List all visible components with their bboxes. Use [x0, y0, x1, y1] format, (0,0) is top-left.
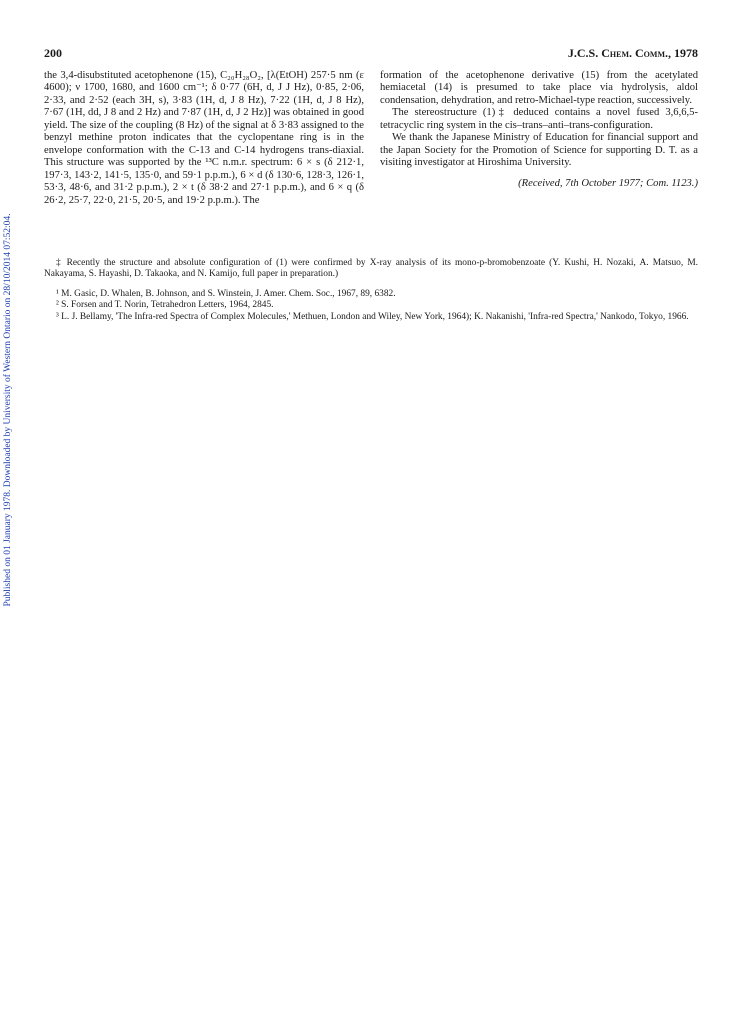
received-line: (Received, 7th October 1977; Com. 1123.) [518, 177, 698, 189]
left-column-paragraph: the 3,4-disubstituted acetophenone (15), C₂₀H₂₈O₂, [λ(EtOH) 257·5 nm (ε 4600); ν 1700, 1680, and 1600 cm⁻¹; δ 0·77 (6H, d, J J Hz), 0·85, 2·06, 2·33, and 2·52 (each 3H, s), 3·83 (1H, d, J 8 Hz), 7·22 (1H, d, J 8 Hz), 7·67 (1H, dd, J 8 and 2 Hz) and 7·87 (1H, d, J 2 Hz)] was obtained in good yield. The size of the coupling (8 Hz) of the signal at δ 3·83 assigned to the benzyl methine proton indicates that the cyclopentane ring is in the envelope conformation with the C-13 and C-14 hydrogens trans-diaxial. This structure was supported by the ¹³C n.m.r. spectrum: 6 × s (δ 212·1, 197·3, 143·2, 141·5, 135·0, and 59·1 p.p.m.), 6 × d (δ 130·6, 128·3, 126·1, 53·3, 48·6, and 31·2 p.p.m.), 2 × t (δ 38·2 and 27·1 p.p.m.), and 6 × q (δ 26·2, 25·7, 22·0, 21·5, 20·5, and 19·2 p.p.m.). The [44, 70, 364, 206]
reference-3: ³ L. J. Bellamy, 'The Infra-red Spectra of Complex Molecules,' Methuen, London and Wiley, New York, 1964); K. Nakanishi, 'Infra-red Spectra,' Nankodo, Tokyo, 1966. [56, 311, 689, 322]
left-column [44, 70, 364, 207]
reference-1: ¹ M. Gasic, D. Whalen, B. Johnson, and S. Winstein, J. Amer. Chem. Soc., 1967, 89, 6382. [56, 288, 396, 299]
side-note-text: Published on 01 January 1978. Downloaded by University of Western Ontario on 28/10/2014 07:52:04. [3, 213, 13, 607]
journal-title: J.C.S. Chem. Comm., 1978 [567, 46, 698, 60]
reference-2: ² S. Forsen and T. Norin, Tetrahedron Letters, 1964, 2845. [56, 300, 274, 311]
right-paragraph-1: formation of the acetophenone derivative (15) from the acetylated hemiacetal (14) is presumed to take place via hydrolysis, aldol condensation, dehydration, and retro-Michael-type reaction, successively. [380, 70, 698, 106]
right-column [380, 70, 698, 190]
page-header [44, 46, 698, 62]
right-paragraph-3: We thank the Japanese Ministry of Education for financial support and the Japan Society for the Promotion of Science for supporting D. T. as a visiting investigator at Hiroshima University. [380, 132, 698, 169]
footnote-dagger: ‡ Recently the structure and absolute configuration of (1) were confirmed by X-ray analysis of its mono-p-bromobenzoate (Y. Kushi, H. Nozaki, A. Matsuo, M. Nakayama, S. Hayashi, D. Takaoka, and N. Kamijo, full paper in preparation.) [44, 258, 698, 280]
publication-side-note [2, 185, 14, 635]
right-paragraph-2: The stereostructure (1)‡ deduced contains a novel fused 3,6,6,5-tetracyclic ring system in the cis–trans–anti–trans-configuration. [380, 107, 698, 131]
page-number: 200 [44, 46, 62, 60]
footnotes [44, 258, 698, 323]
